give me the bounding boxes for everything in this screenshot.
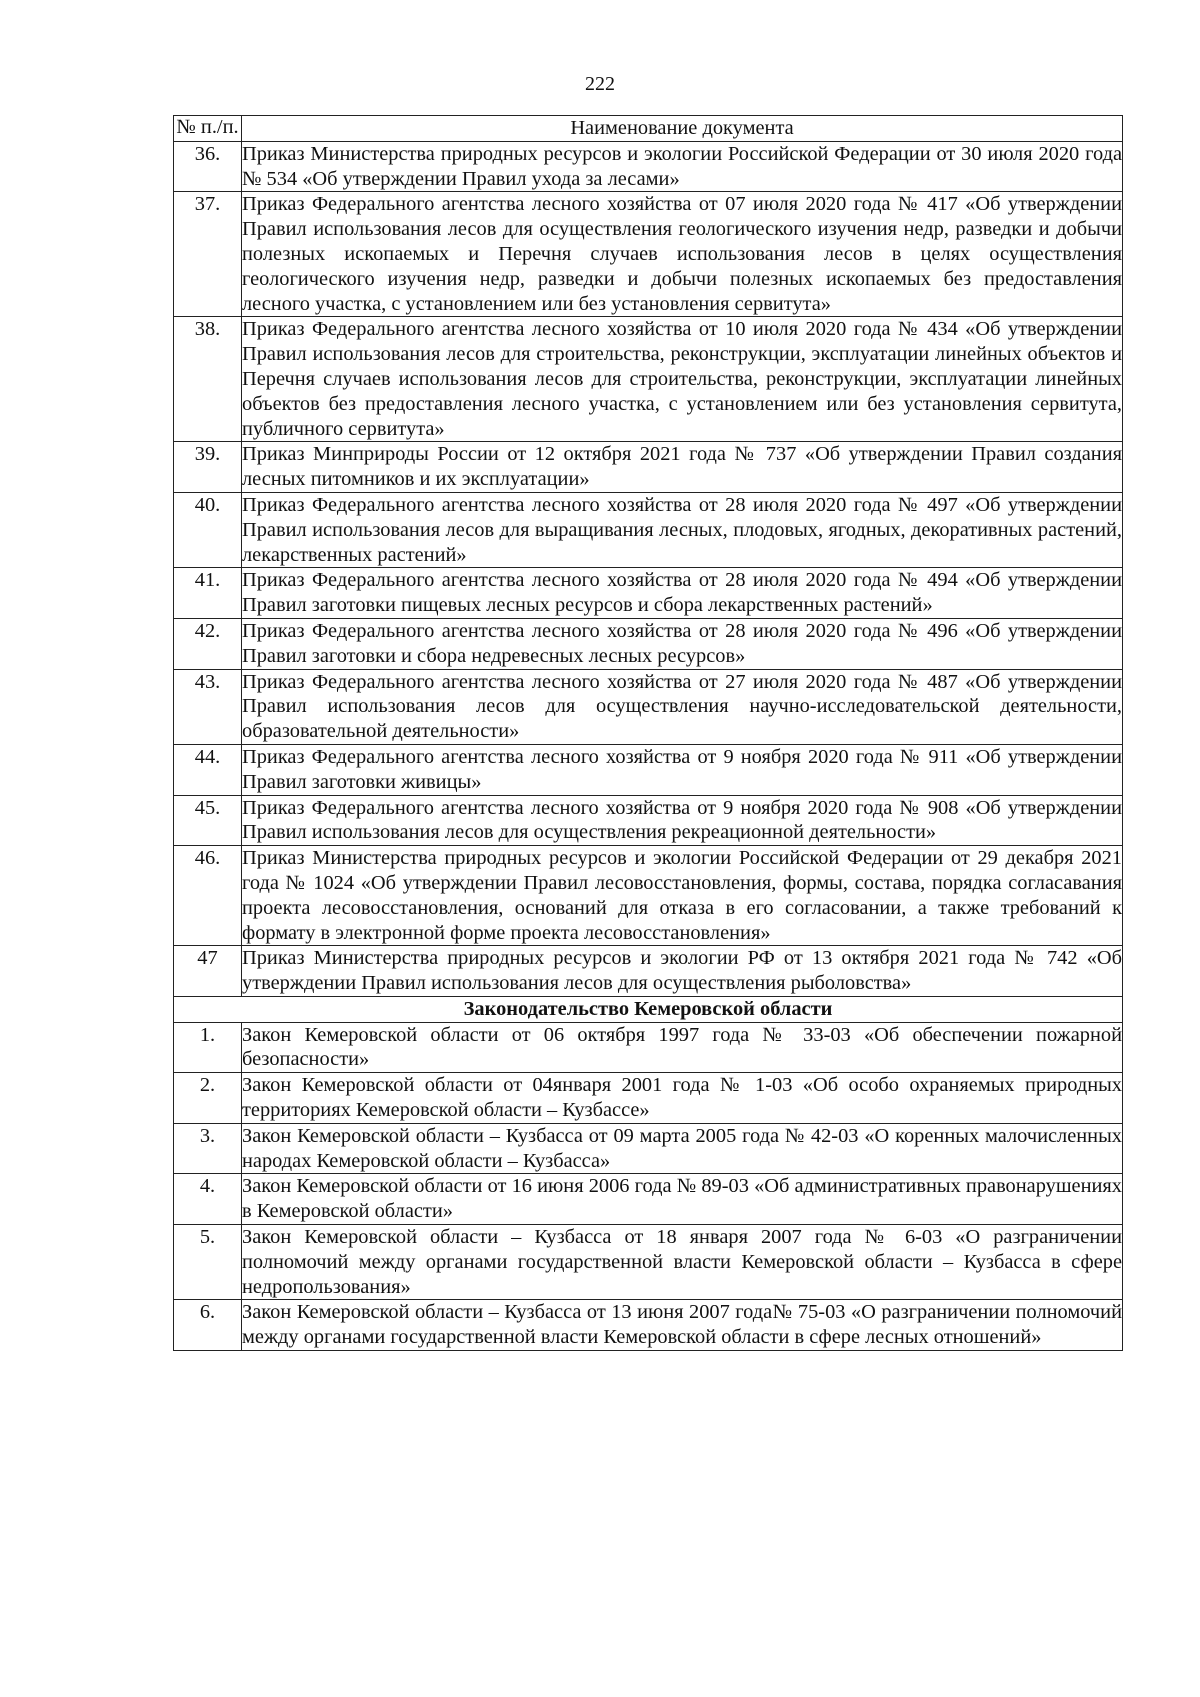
row-number: 36.: [174, 141, 242, 192]
table-row: [174, 141, 1123, 192]
row-number: 41.: [174, 568, 242, 619]
table-row: [174, 1174, 1123, 1225]
row-number: 43.: [174, 669, 242, 744]
row-number: 1.: [174, 1022, 242, 1073]
row-document-name: Закон Кемеровской области – Кузбасса от 13 июня 2007 года№ 75-03 «О разграничении полномочий между органами государственной власти Кемеровской области в сфере лесных отношений»: [242, 1300, 1123, 1351]
table-row: [174, 1123, 1123, 1174]
table-row: [174, 317, 1123, 442]
row-document-name: Закон Кемеровской области от 06 октября 1997 года № 33-03 «Об обеспечении пожарной безопасности»: [242, 1022, 1123, 1073]
row-number: 4.: [174, 1174, 242, 1225]
row-number: 44.: [174, 744, 242, 795]
row-document-name: Приказ Министерства природных ресурсов и экологии Российской Федерации от 29 декабря 2021 года № 1024 «Об утверждении Правил лесовосстановления, формы, состава, порядка согласавания проекта лесовосстановления, оснований для отказа в его согласовании, а также требований к формату в электронной форме проекта лесовосстановления»: [242, 846, 1123, 946]
table-header-row: [174, 116, 1123, 142]
table-row: [174, 1300, 1123, 1351]
header-document-name: Наименование документа: [242, 116, 1123, 142]
row-document-name: Приказ Министерства природных ресурсов и экологии Российской Федерации от 30 июля 2020 года № 534 «Об утверждении Правил ухода за лесами»: [242, 141, 1123, 192]
row-number: 46.: [174, 846, 242, 946]
regional-rows: [174, 1022, 1123, 1350]
table-row: [174, 442, 1123, 493]
row-number: 37.: [174, 192, 242, 317]
page-number: 222: [585, 73, 615, 95]
table-row: [174, 192, 1123, 317]
table-row: [174, 1073, 1123, 1124]
row-number: 5.: [174, 1225, 242, 1300]
row-number: 40.: [174, 492, 242, 567]
row-document-name: Приказ Федерального агентства лесного хозяйства от 28 июля 2020 года № 494 «Об утверждении Правил заготовки пищевых лесных ресурсов и сбора лекарственных растений»: [242, 568, 1123, 619]
row-document-name: Закон Кемеровской области – Кузбасса от 09 марта 2005 года № 42-03 «О коренных малочисленных народах Кемеровской области – Кузбасса»: [242, 1123, 1123, 1174]
row-number: 38.: [174, 317, 242, 442]
table-row: [174, 669, 1123, 744]
documents-table: [173, 115, 1123, 1351]
table-row: [174, 1225, 1123, 1300]
section-row-group: [174, 996, 1123, 1022]
row-number: 39.: [174, 442, 242, 493]
row-document-name: Приказ Федерального агентства лесного хозяйства от 10 июля 2020 года № 434 «Об утверждении Правил использования лесов для строительства, реконструкции, эксплуатации линейных объектов и Перечня случаев использования лесов для строительства, реконструкции, эксплуатации линейных объектов без предоставления лесного участка, с установлением или без установления сервитута, публичного сервитута»: [242, 317, 1123, 442]
federal-rows: [174, 141, 1123, 996]
table-row: [174, 1022, 1123, 1073]
row-document-name: Закон Кемеровской области от 04января 2001 года № 1-03 «Об особо охраняемых природных территориях Кемеровской области – Кузбассе»: [242, 1073, 1123, 1124]
row-document-name: Приказ Федерального агентства лесного хозяйства от 28 июля 2020 года № 496 «Об утверждении Правил заготовки и сбора недревесных лесных ресурсов»: [242, 618, 1123, 669]
row-document-name: Приказ Федерального агентства лесного хозяйства от 27 июля 2020 года № 487 «Об утверждении Правил использования лесов для осуществления научно-исследовательской деятельности, образовательной деятельности»: [242, 669, 1123, 744]
row-number: 47: [174, 946, 242, 997]
row-number: 3.: [174, 1123, 242, 1174]
row-document-name: Приказ Минприроды России от 12 октября 2021 года № 737 «Об утверждении Правил создания лесных питомников и их эксплуатации»: [242, 442, 1123, 493]
table-row: [174, 846, 1123, 946]
row-number: 42.: [174, 618, 242, 669]
row-document-name: Приказ Министерства природных ресурсов и экологии РФ от 13 октября 2021 года № 742 «Об утверждении Правил использования лесов для осуществления рыболовства»: [242, 946, 1123, 997]
table-row: [174, 492, 1123, 567]
table-row: [174, 618, 1123, 669]
section-row: [174, 996, 1123, 1022]
header-number: № п./п.: [174, 116, 242, 142]
row-document-name: Закон Кемеровской области от 16 июня 2006 года № 89-03 «Об административных правонарушениях в Кемеровской области»: [242, 1174, 1123, 1225]
row-document-name: Приказ Федерального агентства лесного хозяйства от 07 июля 2020 года № 417 «Об утверждении Правил использования лесов для осуществления геологического изучения недр, разведки и добычи полезных ископаемых и Перечня случаев использования лесов в целях осуществления геологического изучения недр, разведки и добычи полезных ископаемых без предоставления лесного участка, с установлением или без установления сервитута»: [242, 192, 1123, 317]
table-row: [174, 744, 1123, 795]
row-number: 2.: [174, 1073, 242, 1124]
table-row: [174, 795, 1123, 846]
row-document-name: Приказ Федерального агентства лесного хозяйства от 9 ноября 2020 года № 911 «Об утверждении Правил заготовки живицы»: [242, 744, 1123, 795]
row-document-name: Приказ Федерального агентства лесного хозяйства от 9 ноября 2020 года № 908 «Об утверждении Правил использования лесов для осуществления рекреационной деятельности»: [242, 795, 1123, 846]
row-number: 45.: [174, 795, 242, 846]
table-row: [174, 946, 1123, 997]
table-row: [174, 568, 1123, 619]
row-document-name: Закон Кемеровской области – Кузбасса от 18 января 2007 года № 6-03 «О разграничении полномочий между органами государственной власти Кемеровской области – Кузбасса в сфере недропользования»: [242, 1225, 1123, 1300]
row-number: 6.: [174, 1300, 242, 1351]
row-document-name: Приказ Федерального агентства лесного хозяйства от 28 июля 2020 года № 497 «Об утверждении Правил использования лесов для выращивания лесных, плодовых, ягодных, декоративных растений, лекарственных растений»: [242, 492, 1123, 567]
section-title: Законодательство Кемеровской области: [174, 996, 1123, 1022]
